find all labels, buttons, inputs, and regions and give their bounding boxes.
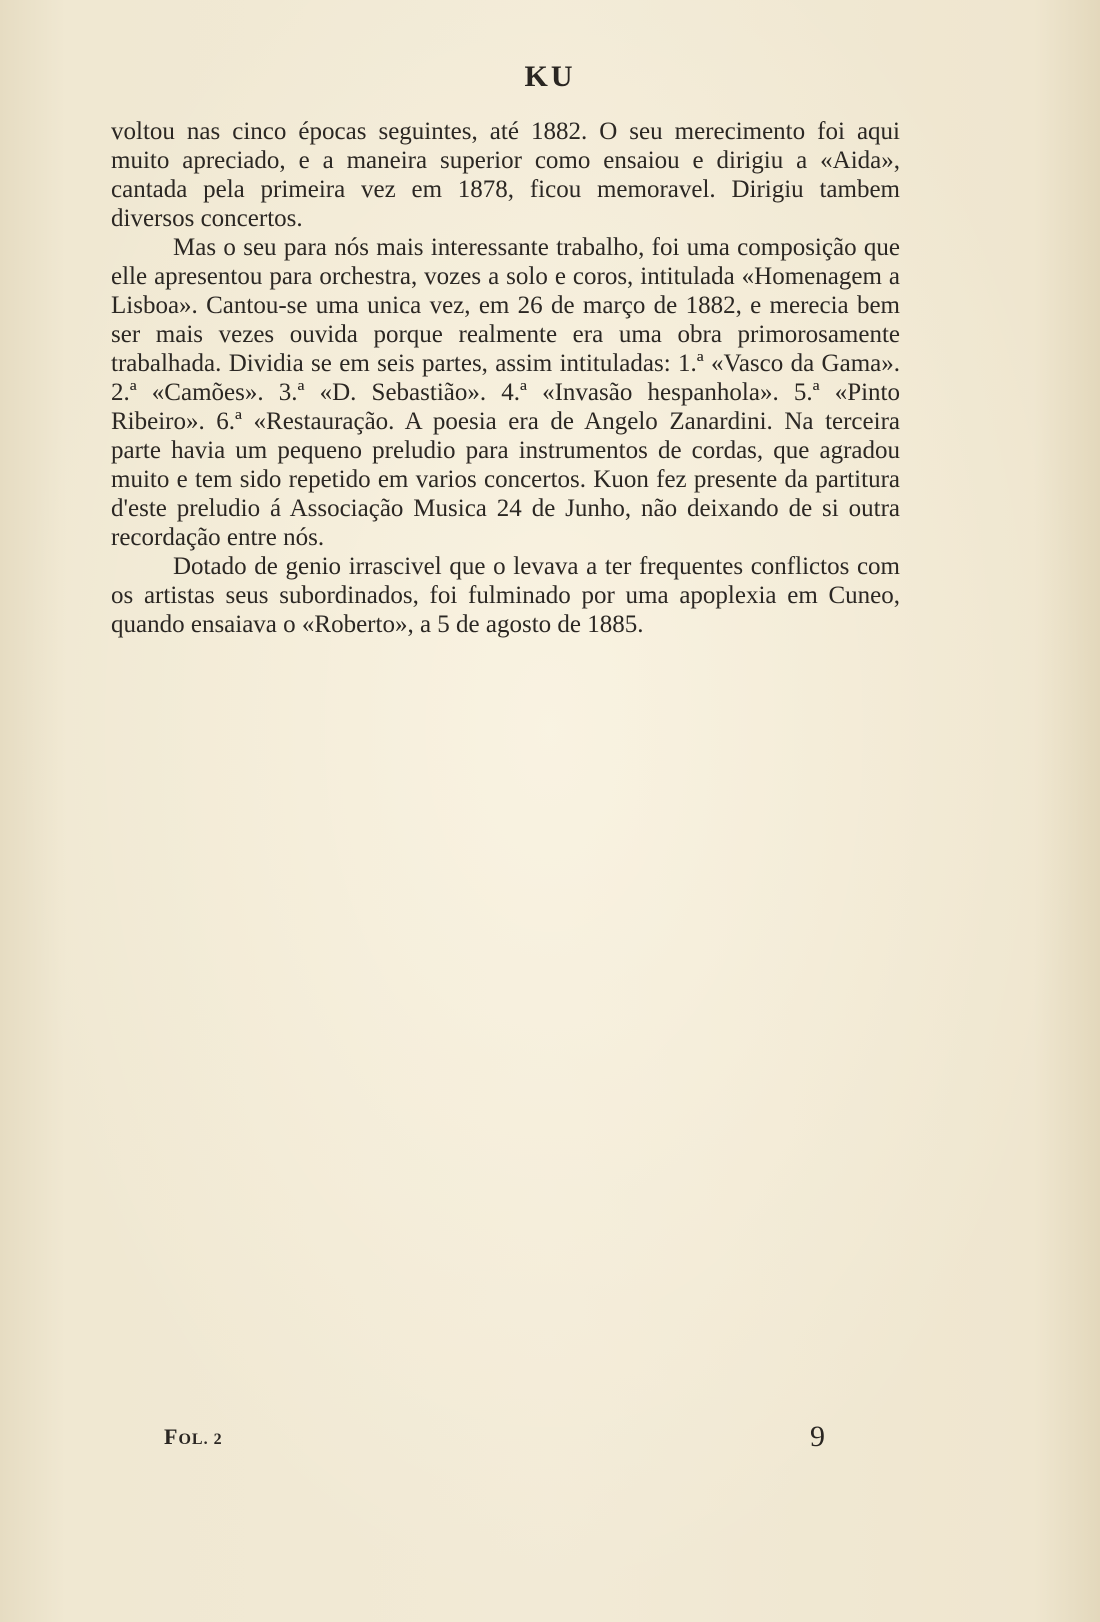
signature-mark bbox=[164, 1424, 223, 1450]
page-number: 9 bbox=[810, 1420, 825, 1453]
signature-initial: F bbox=[164, 1424, 179, 1449]
running-header: KU bbox=[524, 60, 576, 93]
body-text bbox=[111, 117, 900, 639]
signature-rest: OL. 2 bbox=[178, 1431, 223, 1448]
paragraph-1: voltou nas cinco épocas seguintes, até 1882. O seu merecimento foi aqui muito apreciado, e a maneira superior como ensaiou e dirigiu a «Aida», cantada pela primeira vez em 1878, ficou memoravel. Dirigiu tambem diversos concertos. bbox=[111, 118, 900, 232]
paragraph-2: Mas o seu para nós mais interessante trabalho, foi uma composição que elle apresentou para orchestra, vozes a solo e coros, intitulada «Homenagem a Lisboa». Cantou-se uma unica vez, em 26 de março de 1882, e merecia bem ser mais vezes ouvida porque realmente era uma obra primorosamente trabalhada. Dividia se em seis partes, assim intituladas: 1.ª «Vasco da Gama». 2.ª «Camões». 3.ª «D. Sebastião». 4.ª «Invasão hespanhola». 5.ª «Pinto Ribeiro». 6.ª «Restauração. A poesia era de Angelo Zanardini. Na terceira parte havia um pequeno preludio para instrumentos de cordas, que agradou muito e tem sido repetido em varios concertos. Kuon fez presente da partitura d'este preludio á Associação Musica 24 de Junho, não deixando de si outra recordação entre nós. bbox=[111, 234, 900, 551]
paragraph-3: Dotado de genio irrascivel que o levava a ter frequentes conflictos com os artistas seus subordinados, foi fulminado por uma apoplexia em Cuneo, quando ensaiava o «Roberto», a 5 de agosto de 1885. bbox=[111, 553, 900, 638]
